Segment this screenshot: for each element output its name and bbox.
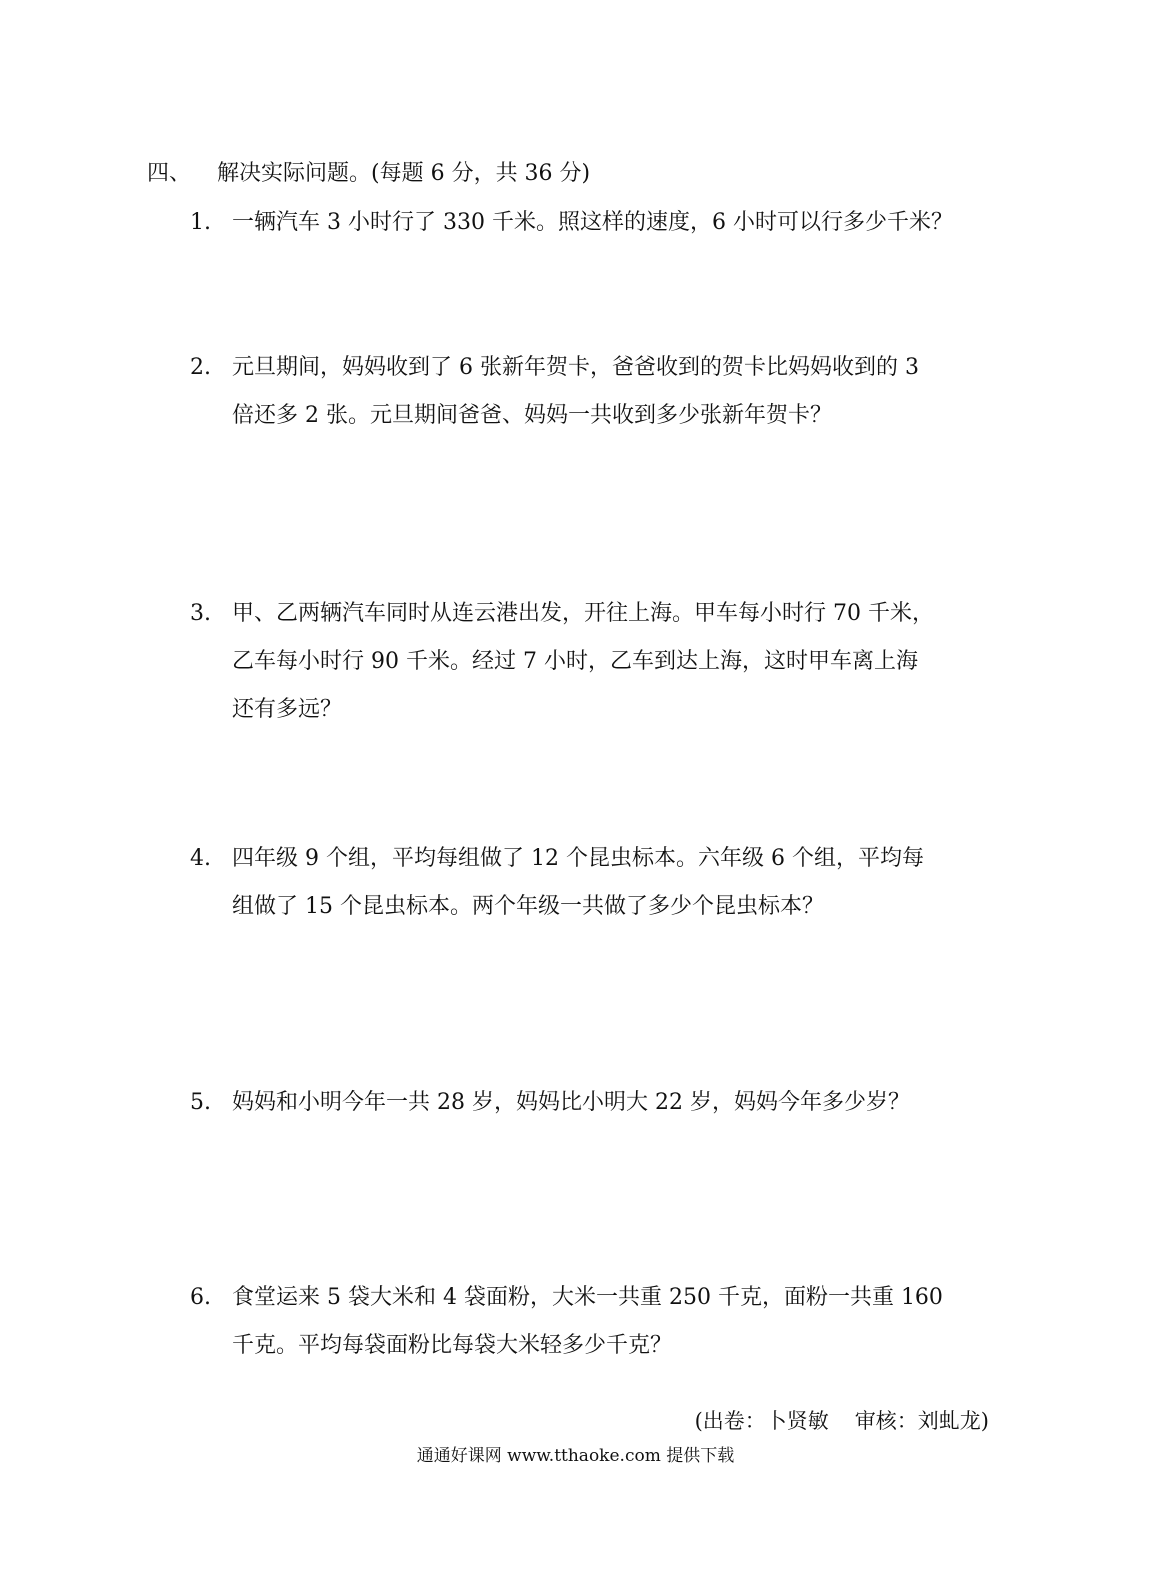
question-2 [190,344,990,440]
question-text-line: 乙车每小时行 90 千米。经过 7 小时，乙车到达上海，这时甲车离上海 [232,649,918,674]
question-3 [190,590,990,734]
credits [695,1405,989,1437]
question-4 [190,835,990,931]
question-number: 4. [190,846,211,871]
question-number: 6. [190,1285,211,1310]
credits-reviewer: 审核：刘虬龙) [854,1409,989,1433]
question-number: 3. [190,601,211,626]
question-number: 1. [190,210,211,235]
section-number: 四、 [147,161,192,186]
question-text-line: 倍还多 2 张。元旦期间爸爸、妈妈一共收到多少张新年贺卡？ [232,403,832,428]
question-text-line: 妈妈和小明今年一共 28 岁，妈妈比小明大 22 岁，妈妈今年多少岁？ [232,1090,910,1115]
question-text-line: 四年级 9 个组，平均每组做了 12 个昆虫标本。六年级 6 个组，平均每 [232,846,924,871]
section-title: 解决实际问题。(每题 6 分，共 36 分) [217,161,591,186]
question-number: 2. [190,355,211,380]
question-text-line: 甲、乙两辆汽车同时从连云港出发，开往上海。甲车每小时行 70 千米， [232,601,934,626]
question-5 [190,1079,990,1127]
question-number: 5. [190,1090,211,1115]
question-text-line: 还有多远？ [232,697,343,722]
question-text-line: 组做了 15 个昆虫标本。两个年级一共做了多少个昆虫标本？ [232,894,824,919]
question-text-line: 食堂运来 5 袋大米和 4 袋面粉，大米一共重 250 千克，面粉一共重 160 [232,1285,943,1310]
question-6 [190,1274,990,1370]
question-text-line: 一辆汽车 3 小时行了 330 千米。照这样的速度，6 小时可以行多少千米？ [232,210,953,235]
footer-watermark: 通通好课网 www.tthaoke.com 提供下载 [416,1446,735,1466]
question-1 [190,199,990,247]
question-text-line: 千克。平均每袋面粉比每袋大米轻多少千克？ [232,1333,673,1358]
question-text-line: 元旦期间，妈妈收到了 6 张新年贺卡，爸爸收到的贺卡比妈妈收到的 3 [232,355,919,380]
credits-author: (出卷：卜贤敏 [694,1409,829,1433]
section-heading [147,158,590,190]
